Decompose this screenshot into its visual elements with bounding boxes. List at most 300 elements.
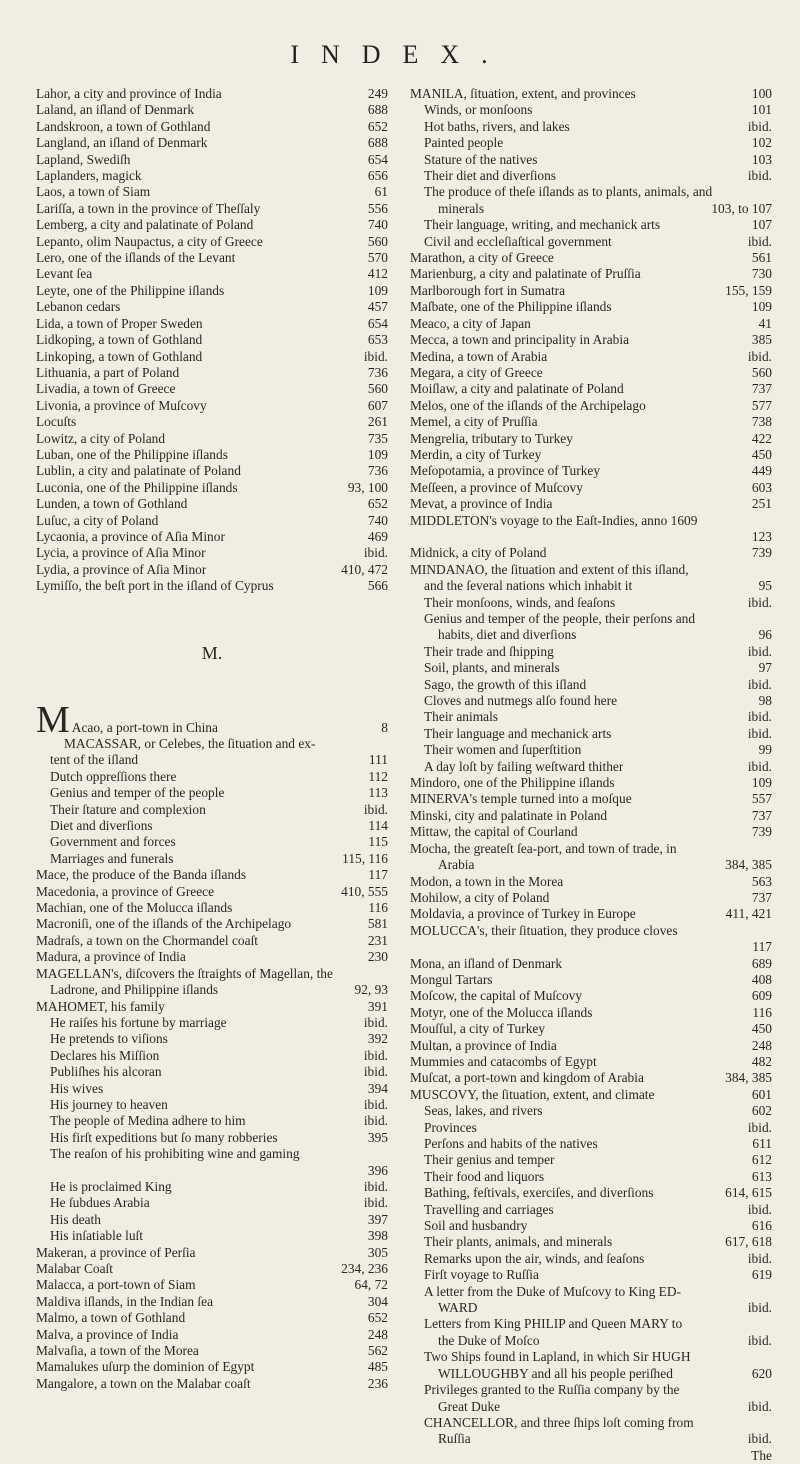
entry-page: 561 bbox=[751, 250, 772, 266]
index-entry bbox=[36, 480, 388, 496]
entry-page: 560 bbox=[751, 364, 772, 380]
entry-text: Government and forces bbox=[50, 834, 176, 850]
entry-page: 114 bbox=[368, 818, 388, 834]
entry-text: The produce of theſe iſlands as to plants, animals, and bbox=[424, 184, 713, 200]
entry-text: Their trade and ſhipping bbox=[424, 643, 554, 659]
index-entry bbox=[410, 1103, 772, 1119]
entry-text: Ruſſia bbox=[438, 1431, 471, 1447]
entry-page: 736 bbox=[367, 463, 388, 479]
entry-text: Two Ships found in Lapland, in which Sir HUGH bbox=[424, 1349, 691, 1365]
index-entry bbox=[410, 660, 772, 676]
entry-page: 737 bbox=[751, 381, 772, 397]
index-entry bbox=[410, 923, 772, 939]
index-entry bbox=[410, 1284, 772, 1300]
index-entry bbox=[36, 949, 388, 965]
entry-page: 560 bbox=[367, 233, 388, 249]
entry-text: His inſatiable luſt bbox=[50, 1228, 143, 1244]
left-entries-2 bbox=[36, 769, 388, 966]
index-entry bbox=[410, 1136, 772, 1152]
entry-text: Their language, writing, and mechanick arts bbox=[424, 217, 661, 233]
entry-text: Laplanders, magick bbox=[36, 168, 142, 184]
entry-page: 607 bbox=[367, 397, 388, 413]
entry-text: CHANCELLOR, and three ſhips loſt coming from bbox=[424, 1414, 694, 1430]
index-entry bbox=[36, 1359, 388, 1375]
index-entry bbox=[410, 1251, 772, 1267]
index-entry bbox=[36, 86, 388, 102]
index-entry bbox=[36, 769, 388, 785]
entry-text: Their diet and diverſions bbox=[424, 168, 557, 184]
index-entry bbox=[410, 611, 772, 627]
index-entry bbox=[410, 250, 772, 266]
entry-text: MOLUCCA's, their ſituation, they produce cloves bbox=[410, 922, 678, 938]
entry-text: Dutch oppreſſions there bbox=[50, 768, 177, 784]
entry-text: Bathing, feſtivals, exerciſes, and diverſions bbox=[424, 1185, 654, 1201]
entry-text: Mangalore, a town on the Malabar coaſt bbox=[36, 1375, 251, 1391]
entry-page: 305 bbox=[367, 1244, 388, 1260]
entry-page: 656 bbox=[367, 168, 388, 184]
entry-text: Marriages and funerals bbox=[50, 850, 174, 866]
entry-page: 236 bbox=[367, 1375, 388, 1391]
entry-page: ibid. bbox=[747, 1332, 772, 1348]
entry-magellan: MAGELLAN's, diſcovers the ſtraights of Magellan, the bbox=[36, 965, 333, 981]
index-entry bbox=[410, 1054, 772, 1070]
entry-text: Privileges granted to the Ruſſia company by the bbox=[424, 1382, 680, 1398]
entry-text: Minski, city and palatinate in Poland bbox=[410, 807, 608, 823]
index-entry bbox=[410, 1120, 772, 1136]
entry-text: Publiſhes his alcoran bbox=[50, 1064, 162, 1080]
entry-page: ibid. bbox=[363, 1064, 388, 1080]
entry-page: ibid. bbox=[747, 1119, 772, 1135]
entry-text: Their food and liquors bbox=[424, 1168, 545, 1184]
entry-text: Maſbate, one of the Philippine iſlands bbox=[410, 299, 612, 315]
index-entry bbox=[36, 867, 388, 883]
entry-text: Landskroon, a town of Gothland bbox=[36, 118, 211, 134]
entry-text: tent of the iſland bbox=[50, 752, 139, 768]
entry-text: Provinces bbox=[424, 1119, 477, 1135]
index-entry bbox=[36, 135, 388, 151]
entry-page: ibid. bbox=[747, 1398, 772, 1414]
index-column-right bbox=[410, 86, 772, 1464]
entry-page: 408 bbox=[751, 971, 772, 987]
index-entry bbox=[410, 562, 772, 578]
index-entry bbox=[410, 1021, 772, 1037]
entry-text: Seas, lakes, and rivers bbox=[424, 1103, 543, 1119]
entry-page: 304 bbox=[367, 1293, 388, 1309]
index-entry bbox=[410, 726, 772, 742]
index-entry bbox=[410, 627, 772, 643]
entry-page: 740 bbox=[367, 512, 388, 528]
entry-page: ibid. bbox=[363, 1195, 388, 1211]
entry-page: ibid. bbox=[363, 801, 388, 817]
index-entry bbox=[36, 332, 388, 348]
index-entry bbox=[36, 818, 388, 834]
index-entry bbox=[36, 283, 388, 299]
entry-text: Lycia, a province of Aſia Minor bbox=[36, 545, 206, 561]
entry-page: 688 bbox=[367, 135, 388, 151]
index-entry bbox=[36, 851, 388, 867]
entry-text: Civil and eccleſiaſtical government bbox=[424, 233, 612, 249]
entry-text: He is proclaimed King bbox=[50, 1178, 172, 1194]
index-entry bbox=[410, 1005, 772, 1021]
index-entry bbox=[410, 349, 772, 365]
entry-page: 601 bbox=[751, 1086, 772, 1102]
entry-text: MANILA, ſituation, extent, and provinces bbox=[410, 86, 636, 101]
entry-page: 613 bbox=[751, 1168, 772, 1184]
entry-text: Perſons and habits of the natives bbox=[424, 1136, 598, 1151]
entry-text: Leyte, one of the Philippine iſlands bbox=[36, 282, 225, 298]
index-entry bbox=[410, 1169, 772, 1185]
index-entry bbox=[410, 1415, 772, 1431]
entry-page: ibid. bbox=[747, 168, 772, 184]
entry-text: Lemberg, a city and palatinate of Poland bbox=[36, 217, 254, 233]
entry-page: 115, 116 bbox=[342, 850, 388, 866]
entry-page: 449 bbox=[751, 463, 772, 479]
entry-page: ibid. bbox=[747, 233, 772, 249]
index-entry bbox=[410, 1202, 772, 1218]
entry-text: Lowitz, a city of Poland bbox=[36, 430, 166, 446]
index-entry bbox=[36, 900, 388, 916]
entry-page: 155, 159 bbox=[725, 282, 772, 298]
entry-text: Their monſoons, winds, and ſeaſons bbox=[424, 594, 616, 610]
entry-text: Locuſts bbox=[36, 414, 77, 430]
index-entry bbox=[410, 1185, 772, 1201]
entry-page: ibid. bbox=[747, 1300, 772, 1316]
index-entry bbox=[36, 1310, 388, 1326]
entry-text: Soil and husbandry bbox=[424, 1218, 528, 1234]
entry-page: 103, to 107 bbox=[711, 200, 772, 216]
index-entry bbox=[410, 1382, 772, 1398]
drop-cap: M bbox=[36, 698, 70, 741]
entry-text: Their language and mechanick arts bbox=[424, 725, 612, 741]
entry-text: Moldavia, a province of Turkey in Europe bbox=[410, 906, 636, 922]
left-entries bbox=[36, 86, 388, 595]
index-entry bbox=[410, 447, 772, 463]
index-entry bbox=[36, 785, 388, 801]
entry-page: ibid. bbox=[747, 758, 772, 774]
entry-text: Livadia, a town of Greece bbox=[36, 381, 176, 397]
entry-page: ibid. bbox=[363, 545, 388, 561]
entry-text: MINDANAO, the ſituation and extent of this iſland, bbox=[410, 561, 689, 577]
entry-text: His journey to heaven bbox=[50, 1096, 168, 1112]
entry-text: Great Duke bbox=[438, 1398, 501, 1414]
entry-page: 102 bbox=[751, 135, 772, 151]
index-entry bbox=[36, 1179, 388, 1195]
entry-text: Moiſlaw, a city and palatinate of Poland bbox=[410, 381, 624, 397]
entry-text: the Duke of Moſco bbox=[438, 1332, 540, 1348]
entry-text: Mecca, a town and principality in Arabia bbox=[410, 332, 630, 348]
entry-page: ibid. bbox=[747, 676, 772, 692]
entry-page: 98 bbox=[758, 693, 772, 709]
index-entry bbox=[410, 808, 772, 824]
entry-page: ibid. bbox=[747, 643, 772, 659]
entry-page: 740 bbox=[367, 217, 388, 233]
index-entry bbox=[410, 431, 772, 447]
entry-page: 620 bbox=[751, 1365, 772, 1381]
entry-page: ibid. bbox=[363, 348, 388, 364]
index-entry bbox=[410, 414, 772, 430]
entry-text: Winds, or monſoons bbox=[424, 102, 533, 118]
entry-text: Machian, one of the Molucca iſlands bbox=[36, 900, 233, 916]
index-entry bbox=[410, 496, 772, 512]
entry-text: Firſt voyage to Ruſſia bbox=[424, 1267, 539, 1283]
index-entry bbox=[36, 1376, 388, 1392]
entry-page: ibid. bbox=[747, 1201, 772, 1217]
index-entry bbox=[36, 834, 388, 850]
entry-text: Madura, a province of India bbox=[36, 949, 186, 965]
entry-text: and the ſeveral nations which inhabit it bbox=[424, 578, 633, 594]
entry-text: He ſubdues Arabia bbox=[50, 1195, 150, 1211]
entry-page: 450 bbox=[751, 446, 772, 462]
entry-text: Macroniſi, one of the iſlands of the Archipelago bbox=[36, 916, 292, 932]
entry-page: 8 bbox=[381, 719, 388, 735]
index-entry bbox=[36, 1327, 388, 1343]
entry-page: 611 bbox=[752, 1136, 772, 1151]
entry-text: Lapland, Swediſh bbox=[36, 151, 131, 167]
index-entry bbox=[410, 86, 772, 102]
entry-text: Declares his Miſſion bbox=[50, 1047, 160, 1063]
index-entry bbox=[36, 1130, 388, 1146]
entry-text: Mindoro, one of the Philippine iſlands bbox=[410, 775, 615, 791]
entry-page: 457 bbox=[367, 299, 388, 315]
entry-page: The bbox=[751, 1447, 772, 1463]
index-entry bbox=[410, 1218, 772, 1234]
entry-page: 398 bbox=[367, 1228, 388, 1244]
entry-page: 653 bbox=[367, 332, 388, 348]
index-entry bbox=[36, 1277, 388, 1293]
index-entry bbox=[36, 999, 388, 1015]
entry-page: 603 bbox=[751, 479, 772, 495]
index-entry bbox=[36, 316, 388, 332]
entry-text: A day loſt by failing weſtward thither bbox=[424, 758, 624, 774]
entry-text: MAHOMET, his family bbox=[36, 998, 165, 1014]
entry-text: A letter from the Duke of Muſcovy to King ED- bbox=[424, 1283, 681, 1299]
index-entry bbox=[36, 102, 388, 118]
index-entry bbox=[36, 1294, 388, 1310]
entry-text: Multan, a province of India bbox=[410, 1037, 557, 1053]
entry-page: 107 bbox=[751, 217, 772, 233]
entry-text: His wives bbox=[50, 1080, 104, 1096]
entry-page: 652 bbox=[367, 118, 388, 134]
entry-text: Marienburg, a city and palatinate of Pruſſia bbox=[410, 266, 641, 282]
entry-text: Arabia bbox=[438, 857, 475, 873]
index-entry bbox=[36, 349, 388, 365]
entry-page: 392 bbox=[367, 1031, 388, 1047]
index-entry bbox=[410, 135, 772, 151]
entry-text: Ladrone, and Philippine iſlands bbox=[50, 982, 219, 998]
index-entry bbox=[36, 1064, 388, 1080]
entry-text: Genius and temper of the people, their perſons and bbox=[424, 611, 696, 626]
entry-text: Livonia, a province of Muſcovy bbox=[36, 397, 207, 413]
entry-macassar-cont bbox=[36, 752, 388, 768]
entry-page: 248 bbox=[751, 1037, 772, 1053]
index-entry bbox=[410, 1300, 772, 1316]
index-entry bbox=[36, 201, 388, 217]
index-entry bbox=[36, 513, 388, 529]
entry-text: Mevat, a province of India bbox=[410, 496, 553, 512]
entry-text: Mummies and catacombs of Egypt bbox=[410, 1053, 597, 1069]
index-entry bbox=[410, 956, 772, 972]
index-entry bbox=[410, 316, 772, 332]
entry-page: 41 bbox=[758, 315, 772, 331]
index-entry bbox=[410, 890, 772, 906]
entry-page: 577 bbox=[751, 397, 772, 413]
left-entries-4 bbox=[36, 1179, 388, 1392]
entry-text: Meſſeen, a province of Muſcovy bbox=[410, 479, 583, 495]
entry-text: Mace, the produce of the Banda iſlands bbox=[36, 867, 247, 883]
entry-text: Mona, an iſland of Denmark bbox=[410, 955, 563, 971]
entry-page: ibid. bbox=[363, 1047, 388, 1063]
index-entry bbox=[36, 431, 388, 447]
entry-page: ibid. bbox=[747, 709, 772, 725]
entry-text: Mongul Tartars bbox=[410, 971, 493, 987]
index-entry bbox=[410, 857, 772, 873]
index-entry bbox=[410, 1234, 772, 1250]
entry-page: 117 bbox=[368, 867, 388, 883]
entry-text: Lahor, a city and province of India bbox=[36, 86, 222, 101]
entry-text: Lidkoping, a town of Gothland bbox=[36, 332, 203, 348]
index-entry bbox=[36, 119, 388, 135]
index-entry bbox=[410, 529, 772, 545]
entry-text: Luſuc, a city of Poland bbox=[36, 512, 159, 528]
index-entry bbox=[410, 152, 772, 168]
entry-page: 485 bbox=[367, 1359, 388, 1375]
entry-text: Cloves and nutmegs alſo found here bbox=[424, 693, 618, 709]
index-entry bbox=[36, 1048, 388, 1064]
index-entry bbox=[410, 972, 772, 988]
entry-text: Malvaſia, a town of the Morea bbox=[36, 1343, 199, 1359]
index-entry bbox=[36, 299, 388, 315]
entry-text: Lida, a town of Proper Sweden bbox=[36, 315, 203, 331]
index-entry bbox=[410, 398, 772, 414]
entry-text: Laos, a town of Siam bbox=[36, 184, 151, 200]
entry-page: ibid. bbox=[747, 725, 772, 741]
entry-page: 652 bbox=[367, 1310, 388, 1326]
index-entry bbox=[410, 299, 772, 315]
entry-text: Malabar Coaſt bbox=[36, 1261, 113, 1276]
entry-text: Lymiſſo, the beſt port in the iſland of Cyprus bbox=[36, 578, 274, 594]
entry-page: ibid. bbox=[747, 1250, 772, 1266]
index-entry bbox=[36, 250, 388, 266]
entry-text: Makeran, a province of Perſia bbox=[36, 1244, 196, 1260]
index-entry bbox=[36, 1343, 388, 1359]
entry-page: ibid. bbox=[363, 1113, 388, 1129]
entry-text: Their plants, animals, and minerals bbox=[424, 1234, 613, 1250]
entry-page: 249 bbox=[367, 86, 388, 101]
entry-text: Luconia, one of the Philippine iſlands bbox=[36, 479, 238, 495]
entry-page: ibid. bbox=[747, 1431, 772, 1447]
index-entry bbox=[410, 1448, 772, 1464]
entry-page: 96 bbox=[758, 627, 772, 643]
index-entry bbox=[410, 1316, 772, 1332]
entry-page: 109 bbox=[751, 775, 772, 791]
index-entry bbox=[410, 513, 772, 529]
index-entry bbox=[410, 791, 772, 807]
entry-text: Painted people bbox=[424, 135, 504, 151]
index-entry bbox=[410, 1431, 772, 1447]
entry-text: Lydia, a province of Aſia Minor bbox=[36, 561, 207, 577]
entry-page: 557 bbox=[751, 791, 772, 807]
index-entry bbox=[36, 916, 388, 932]
entry-text: WARD bbox=[438, 1300, 478, 1316]
entry-text: Travelling and carriages bbox=[424, 1201, 554, 1217]
index-entry bbox=[410, 841, 772, 857]
index-entry bbox=[36, 184, 388, 200]
index-entry bbox=[410, 381, 772, 397]
entry-text: Lebanon cedars bbox=[36, 299, 121, 315]
entry-text: Meſopotamia, a province of Turkey bbox=[410, 463, 601, 479]
entry-page: 617, 618 bbox=[725, 1234, 772, 1250]
entry-page: 450 bbox=[751, 1021, 772, 1037]
index-entry bbox=[410, 283, 772, 299]
entry-page: 619 bbox=[751, 1267, 772, 1283]
index-entry bbox=[410, 234, 772, 250]
entry-text: Mamalukes uſurp the dominion of Egypt bbox=[36, 1359, 255, 1375]
entry-page: 614, 615 bbox=[725, 1185, 772, 1201]
entry-page: 469 bbox=[367, 528, 388, 544]
entry-text: Madraſs, a town on the Chormandel coaſt bbox=[36, 932, 259, 948]
entry-text: Malmo, a town of Gothland bbox=[36, 1310, 186, 1326]
index-entry bbox=[36, 266, 388, 282]
entry-page: 93, 100 bbox=[347, 479, 388, 495]
entry-text: Midnick, a city of Poland bbox=[410, 545, 547, 561]
entry-page: 570 bbox=[367, 250, 388, 266]
entry-page: 251 bbox=[751, 496, 772, 512]
entry-page: 112 bbox=[368, 768, 388, 784]
entry-page: 115 bbox=[368, 834, 388, 850]
index-entry bbox=[36, 933, 388, 949]
entry-page: 581 bbox=[367, 916, 388, 932]
index-entry bbox=[410, 906, 772, 922]
entry-text: Lithuania, a part of Poland bbox=[36, 364, 180, 380]
entry-text: Lycaonia, a province of Aſia Minor bbox=[36, 528, 225, 544]
entry-text: Sago, the growth of this iſland bbox=[424, 676, 587, 692]
index-entry bbox=[410, 1333, 772, 1349]
index-entry bbox=[36, 414, 388, 430]
entry-magellan-cont bbox=[36, 982, 388, 998]
entry-page: 111 bbox=[368, 752, 388, 768]
index-entry bbox=[36, 545, 388, 561]
entry-page: 109 bbox=[751, 299, 772, 315]
index-entry bbox=[36, 234, 388, 250]
index-entry bbox=[410, 595, 772, 611]
entry-page: 652 bbox=[367, 496, 388, 512]
entry-text: Diet and diverſions bbox=[50, 818, 153, 834]
entry-page: 422 bbox=[751, 430, 772, 446]
entry-text: He raiſes his fortune by marriage bbox=[50, 1014, 227, 1030]
entry-text: Melos, one of the iſlands of the Archipelago bbox=[410, 397, 646, 413]
entry-page: 109 bbox=[367, 446, 388, 462]
entry-text: Medina, a town of Arabia bbox=[410, 348, 548, 364]
entry-page: 261 bbox=[367, 414, 388, 430]
entry-page: 689 bbox=[751, 955, 772, 971]
index-entry bbox=[36, 562, 388, 578]
entry-text: Mocha, the greateſt ſea-port, and town of trade, in bbox=[410, 840, 677, 856]
index-entry bbox=[410, 184, 772, 200]
index-entry bbox=[410, 644, 772, 660]
entry-page: 101 bbox=[751, 102, 772, 118]
index-entry bbox=[410, 332, 772, 348]
entry-text: The people of Medina adhere to him bbox=[50, 1113, 246, 1129]
entry-page: 616 bbox=[751, 1218, 772, 1234]
entry-text: Langland, an iſland of Denmark bbox=[36, 135, 208, 151]
entry-page: 411, 421 bbox=[725, 906, 772, 922]
entry-page: ibid. bbox=[363, 1014, 388, 1030]
section-letter-m: M. bbox=[201, 642, 223, 663]
entry-page: 739 bbox=[751, 545, 772, 561]
index-entry bbox=[410, 677, 772, 693]
entry-text: Lepanto, olim Naupactus, a city of Greece bbox=[36, 233, 263, 249]
entry-text: MIDDLETON's voyage to the Eaſt-Indies, anno 1609 bbox=[410, 512, 698, 528]
